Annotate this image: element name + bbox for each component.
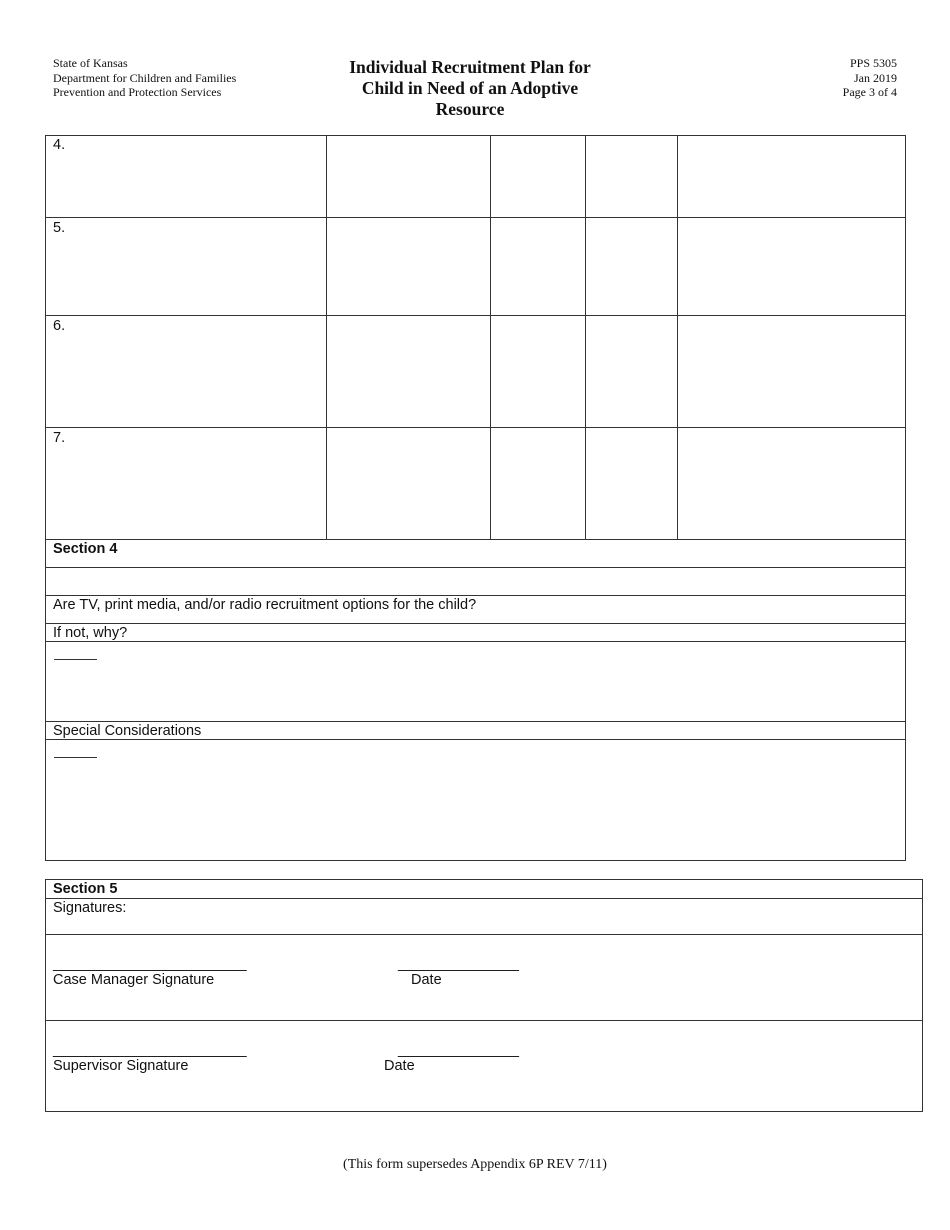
media-options-question: Are TV, print media, and/or radio recruitment options for the child? (53, 597, 477, 613)
row-divider (45, 567, 906, 568)
column-divider (490, 135, 491, 539)
special-considerations-answer-field[interactable] (54, 757, 97, 758)
row-number-6: 6. (53, 318, 66, 334)
page-title (300, 57, 640, 120)
plan-table (45, 135, 906, 861)
form-number: PPS 5305 (849, 56, 897, 70)
form-date: Jan 2019 (854, 70, 897, 85)
row-divider (45, 721, 906, 722)
case-manager-signature-field[interactable]: ________________________ (53, 956, 247, 972)
row-number-7: 7. (53, 430, 66, 446)
section-5-heading: Section 5 (53, 881, 118, 897)
title-line-1: Individual Recruitment Plan for (349, 57, 591, 77)
title-line-2: Child in Need of an Adoptive (361, 78, 579, 98)
row-divider (45, 898, 923, 899)
signatures-label: Signatures: (53, 900, 127, 916)
row-divider (45, 427, 906, 428)
section-4-heading: Section 4 (53, 541, 118, 557)
row-divider (45, 1020, 923, 1021)
case-manager-date-label: Date (411, 972, 442, 988)
supervisor-date-field[interactable]: _______________ (398, 1042, 519, 1058)
page-number: Page 3 of 4 (842, 85, 897, 99)
row-divider (45, 641, 906, 642)
row-divider (45, 739, 906, 740)
supervisor-date-label: Date (384, 1058, 415, 1074)
row-divider (45, 934, 923, 935)
form-id-block (843, 56, 897, 100)
title-line-3: Resource (435, 99, 505, 119)
case-manager-date-field[interactable]: _______________ (398, 956, 519, 972)
if-not-why-answer-field[interactable] (54, 659, 97, 660)
section-5-box (45, 879, 923, 1112)
row-divider (45, 217, 906, 218)
agency-division: Prevention and Protection Services (53, 85, 222, 99)
row-number-4: 4. (53, 137, 66, 153)
agency-state: State of Kansas (53, 56, 128, 70)
supervisor-signature-field[interactable]: ________________________ (53, 1042, 247, 1058)
case-manager-signature-label: Case Manager Signature (53, 972, 215, 988)
special-considerations-label: Special Considerations (53, 723, 202, 739)
agency-block (53, 56, 236, 100)
if-not-why-label: If not, why? (53, 625, 128, 641)
footer-note: (This form supersedes Appendix 6P REV 7/11) (343, 1157, 607, 1172)
column-divider (326, 135, 327, 539)
row-number-5: 5. (53, 220, 66, 236)
agency-department: Department for Children and Families (53, 70, 237, 85)
supervisor-signature-label: Supervisor Signature (53, 1058, 189, 1074)
row-divider (45, 539, 906, 540)
row-divider (45, 623, 906, 624)
column-divider (585, 135, 586, 539)
column-divider (677, 135, 678, 539)
row-divider (45, 315, 906, 316)
row-divider (45, 595, 906, 596)
